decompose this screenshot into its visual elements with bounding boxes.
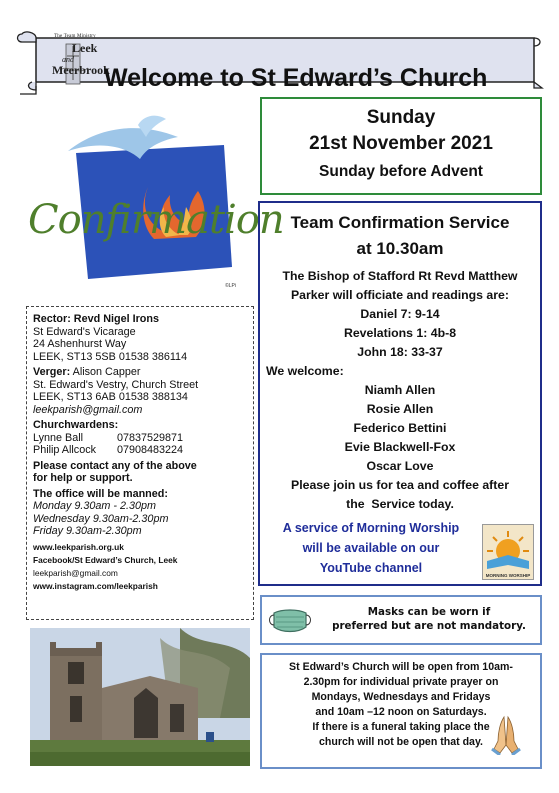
logo-and: and [62, 55, 74, 64]
confirmation-word: Confirmation [28, 197, 284, 243]
opening-line: 2.30pm for individual private prayer on [303, 676, 499, 688]
rector-address-line: St Edward's Vicarage [33, 325, 136, 338]
facebook-link[interactable]: Facebook/St Edward’s Church, Leek [33, 554, 178, 565]
morning-worship-icon [482, 524, 534, 580]
confirmation-graphic [28, 107, 284, 295]
opening-line: and 10am –12 noon on Saturdays. [315, 706, 487, 718]
church-photo [30, 628, 250, 766]
rector-address-line: 24 Ashenhurst Way [33, 338, 127, 350]
churchwarden-phone: 07837529871 [117, 431, 184, 444]
bishop-line: Parker will officiate and readings are: [290, 288, 509, 302]
praying-hands-icon [490, 715, 522, 755]
copyright-mark: ©LPi [225, 283, 236, 289]
youtube-line: A service of Morning Worship [282, 521, 460, 535]
opening-line: church will not be open that day. [318, 736, 484, 748]
service-title: Team Confirmation Service [290, 213, 510, 232]
candidate-name: Niamh Allen [364, 383, 436, 397]
tea-line: the Service today. [346, 497, 454, 511]
mask-notice-text [316, 605, 542, 633]
mask-line: preferred but are not mandatory. [332, 620, 526, 632]
office-hours-line: Monday 9.30am - 2.30pm [33, 500, 157, 512]
verger-label: Verger: [33, 366, 71, 378]
churchwardens-label: Churchwardens: [33, 419, 119, 431]
church-building-image [30, 628, 250, 766]
candidate-name: Rosie Allen [366, 402, 434, 416]
churchwarden-row [33, 432, 247, 445]
confirmation-service-box [258, 201, 542, 586]
instagram-link[interactable]: www.instagram.com/leekparish [33, 580, 158, 591]
email-link[interactable]: leekparish@gmail.com [33, 567, 118, 578]
contact-note: Please contact any of the above [33, 459, 197, 472]
contact-details-box [26, 306, 254, 620]
opening-times-box [260, 653, 542, 769]
churchwarden-phone: 07908483224 [117, 444, 184, 456]
verger-address-line: St. Edward's Vestry, Church Street [33, 378, 199, 391]
office-hours-line: Friday 9.30am-2.30pm [33, 525, 142, 537]
service-time: at 10.30am [356, 239, 444, 258]
candidate-name: Oscar Love [366, 459, 434, 473]
tea-line: Please join us for tea and coffee after [291, 478, 509, 492]
mask-line: Masks can be worn if [367, 606, 491, 618]
mask-notice-box [260, 595, 542, 645]
welcome-label: We welcome: [266, 364, 344, 378]
logo-meerbrook: Meerbrook [52, 63, 110, 77]
reading-item: Revelations 1: 4b-8 [343, 326, 457, 340]
youtube-line: will be available on our [302, 541, 440, 555]
verger-address-line: LEEK, ST13 6AB 01538 388134 [33, 391, 188, 403]
candidate-name: Evie Blackwell-Fox [344, 440, 456, 454]
verger-name: Alison Capper [70, 366, 141, 378]
contact-note: for help or support. [33, 472, 133, 484]
candidate-name: Federico Bettini [353, 421, 447, 435]
opening-line: St Edward’s Church will be open from 10am- [289, 661, 513, 673]
verger-line [33, 366, 247, 379]
logo-small-text: The Team Ministry [54, 34, 96, 39]
rector-address-line: LEEK, ST13 5SB 01538 386114 [33, 350, 188, 363]
youtube-line: YouTube channel [319, 561, 423, 575]
date-heading: 21st November 2021 [309, 133, 493, 154]
office-hours-line: Wednesday 9.30am-2.30pm [33, 512, 169, 525]
churchwarden-name: Philip Allcock [33, 444, 97, 456]
opening-line: Mondays, Wednesdays and Fridays [311, 691, 491, 703]
occasion-heading: Sunday before Advent [319, 163, 483, 180]
opening-line: If there is a funeral taking place the [312, 721, 490, 733]
logo-leek: Leek [72, 41, 98, 55]
email-link[interactable]: leekparish@gmail.com [33, 403, 143, 416]
page-title: Welcome to St Edward’s Church [104, 64, 488, 92]
reading-item: John 18: 33-37 [357, 345, 443, 359]
morning-worship-label: MORNING WORSHIP [485, 573, 531, 578]
title-banner [14, 24, 544, 98]
sunrise-book-icon [483, 525, 533, 579]
churchwarden-name: Lynne Ball [33, 431, 84, 444]
bishop-line: The Bishop of Stafford Rt Revd Matthew [282, 269, 518, 283]
day-heading: Sunday [366, 107, 436, 128]
rector-label: Rector: Revd Nigel Irons [33, 313, 159, 325]
date-box [260, 97, 542, 195]
website-link[interactable]: www.leekparish.org.uk [33, 541, 124, 552]
face-mask-icon [268, 603, 312, 639]
churchwarden-row [33, 444, 247, 457]
office-label: The office will be manned: [33, 487, 168, 500]
reading-item: Daniel 7: 9-14 [360, 307, 440, 321]
